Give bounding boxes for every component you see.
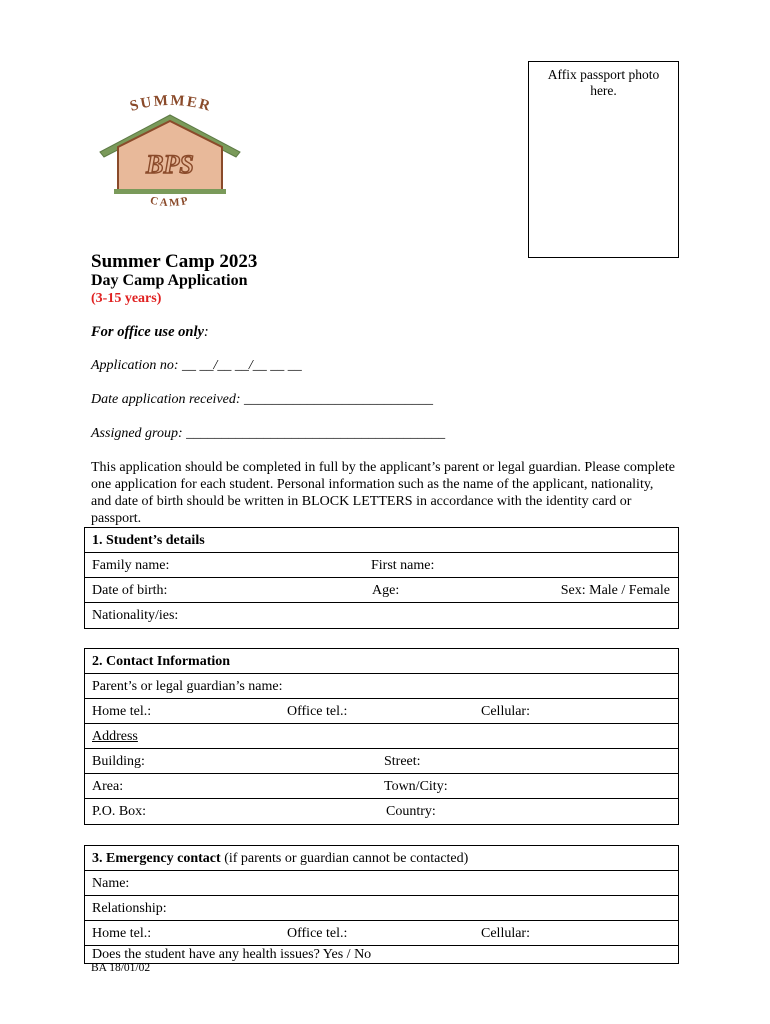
date-received-field[interactable]: Date application received: ___________________________ [91,392,434,407]
family-name-field[interactable]: Family name: [92,558,170,573]
emergency-cellular-field[interactable]: Cellular: [481,926,530,941]
sex-field[interactable]: Sex: Male / Female [560,583,670,598]
building-field[interactable]: Building: [92,754,145,769]
country-field[interactable]: Country: [386,804,436,819]
photo-box-label: Affix passport photo here. [547,67,660,98]
application-number-field[interactable]: Application no: __ __/__ __/__ __ __ [91,358,302,373]
section-heading: 3. Emergency contact (if parents or guardian cannot be contacted) [85,846,678,871]
health-row [85,946,678,963]
emergency-home-tel-field[interactable]: Home tel.: [92,926,152,941]
office-use-label: For office use only: [91,324,209,340]
building-row [85,749,678,774]
svg-text:CAMP [149,195,191,210]
page-subtitle: Day Camp Application [91,272,248,289]
emergency-contact-section [84,845,679,964]
street-field[interactable]: Street: [384,754,421,769]
emergency-office-tel-field[interactable]: Office tel.: [287,926,348,941]
address-heading: Address [92,729,138,744]
nationality-field[interactable]: Nationality/ies: [92,608,179,623]
town-city-field[interactable]: Town/City: [384,779,448,794]
emergency-phone-row [85,921,678,946]
area-field[interactable]: Area: [92,779,124,794]
logo-bottom-text: CAMP [149,194,191,210]
nationality-row [85,603,678,628]
logo-top-text: SUMMER [128,95,214,115]
logo-monogram: BPS [146,150,194,179]
name-row [85,553,678,578]
birth-row [85,578,678,603]
instructions-paragraph: This application should be completed in full by the applicant’s parent or legal guardian. Please complete one application for each student. Personal information such as the name of the applicant, nationality, and date of birth should be written in BLOCK LETTERS in accordance with the identity card or passport. [91,460,675,526]
section-heading: 2. Contact Information [85,649,678,674]
first-name-field[interactable]: First name: [371,558,435,573]
po-box-row [85,799,678,824]
students-details-section [84,527,679,629]
guardian-name-field[interactable]: Parent’s or legal guardian’s name: [92,679,283,694]
age-range: (3-15 years) [91,291,162,306]
emergency-name-field[interactable]: Name: [92,876,130,891]
po-box-field[interactable]: P.O. Box: [92,804,147,819]
home-tel-field[interactable]: Home tel.: [92,704,152,719]
address-row [85,724,678,749]
form-code: BA 18/01/02 [91,962,151,974]
area-row [85,774,678,799]
guardian-row [85,674,678,699]
date-of-birth-field[interactable]: Date of birth: [92,583,168,598]
emergency-name-row [85,871,678,896]
summer-camp-logo [96,95,244,217]
section-heading: 1. Student’s details [85,528,678,553]
cellular-field[interactable]: Cellular: [481,704,530,719]
office-tel-field[interactable]: Office tel.: [287,704,348,719]
assigned-group-field[interactable]: Assigned group: _____________________________________ [91,426,446,441]
contact-information-section [84,648,679,825]
relationship-field[interactable]: Relationship: [92,901,167,916]
health-issues-field[interactable]: Does the student have any health issues? Yes / No [92,947,372,962]
page-title: Summer Camp 2023 [91,251,258,272]
passport-photo-box[interactable] [528,61,679,258]
relationship-row [85,896,678,921]
svg-text:SUMMER [128,95,213,115]
phone-row [85,699,678,724]
age-field[interactable]: Age: [372,583,400,598]
